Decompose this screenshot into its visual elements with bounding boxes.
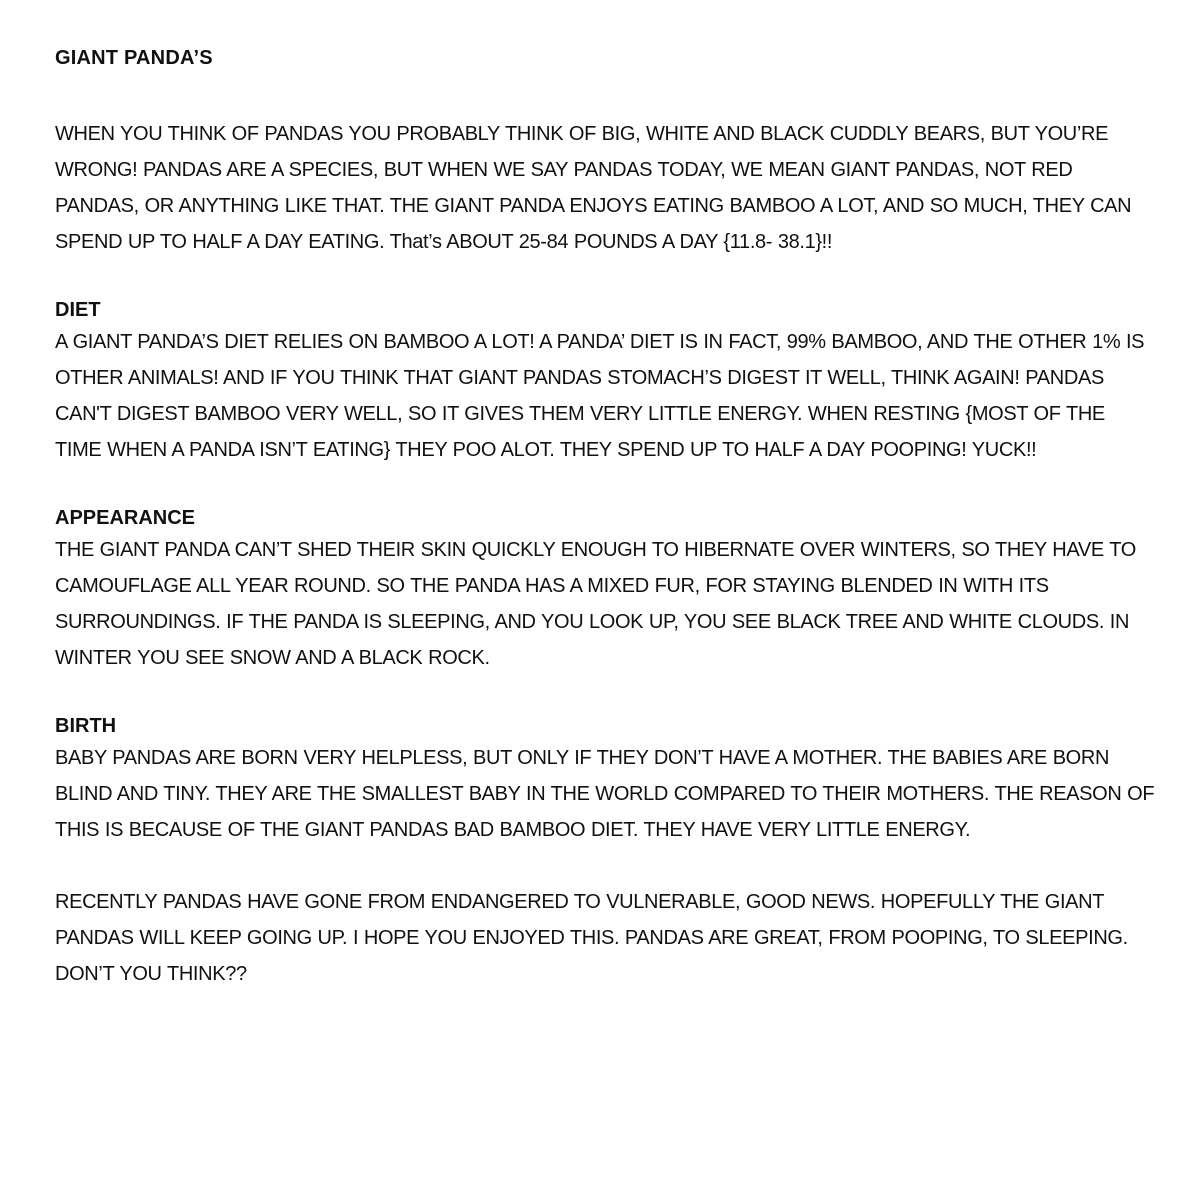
spacer: [55, 72, 1155, 116]
section-birth: [55, 712, 1155, 848]
spacer: [55, 468, 1155, 504]
section-body-birth: BABY PANDAS ARE BORN VERY HELPLESS, BUT ONLY IF THEY DON’T HAVE A MOTHER. THE BABIES ARE BORN BLIND AND TINY. THEY ARE THE SMALLEST BABY IN THE WORLD COMPARED TO THEIR MOTHERS. THE REASON OF THIS IS BECAUSE OF THE GIANT PANDAS BAD BAMBOO DIET. THEY HAVE VERY LITTLE ENERGY.: [55, 747, 1155, 841]
section-heading-birth: BIRTH: [55, 715, 117, 737]
section-heading-appearance: APPEARANCE: [55, 507, 196, 529]
spacer: [55, 848, 1155, 884]
conclusion-paragraph: RECENTLY PANDAS HAVE GONE FROM ENDANGERED TO VULNERABLE, GOOD NEWS. HOPEFULLY THE GIANT PANDAS WILL KEEP GOING UP. I HOPE YOU ENJOYED THIS. PANDAS ARE GREAT, FROM POOPING, TO SLEEPING. DON’T YOU THINK??: [55, 891, 1128, 985]
spacer: [55, 260, 1155, 296]
spacer: [55, 676, 1155, 712]
document-title: GIANT PANDA’S: [55, 47, 213, 69]
section-appearance: [55, 504, 1155, 676]
intro-paragraph: WHEN YOU THINK OF PANDAS YOU PROBABLY THINK OF BIG, WHITE AND BLACK CUDDLY BEARS, BUT YOU’RE WRONG! PANDAS ARE A SPECIES, BUT WHEN WE SAY PANDAS TODAY, WE MEAN GIANT PANDAS, NOT RED PANDAS, OR ANYTHING LIKE THAT. THE GIANT PANDA ENJOYS EATING BAMBOO A LOT, AND SO MUCH, THEY CAN SPEND UP TO HALF A DAY EATING. That’s ABOUT 25-84 POUNDS A DAY {11.8- 38.1}!!: [55, 123, 1132, 253]
section-body-appearance: THE GIANT PANDA CAN’T SHED THEIR SKIN QUICKLY ENOUGH TO HIBERNATE OVER WINTERS, SO THEY HAVE TO CAMOUFLAGE ALL YEAR ROUND. SO THE PANDA HAS A MIXED FUR, FOR STAYING BLENDED IN WITH ITS SURROUNDINGS. IF THE PANDA IS SLEEPING, AND YOU LOOK UP, YOU SEE BLACK TREE AND WHITE CLOUDS. IN WINTER YOU SEE SNOW AND A BLACK ROCK.: [55, 539, 1136, 669]
section-heading-diet: DIET: [55, 299, 101, 321]
document-page: [55, 44, 1155, 992]
section-diet: [55, 296, 1155, 468]
section-body-diet: A GIANT PANDA’S DIET RELIES ON BAMBOO A LOT! A PANDA’ DIET IS IN FACT, 99% BAMBOO, AND THE OTHER 1% IS OTHER ANIMALS! AND IF YOU THINK THAT GIANT PANDAS STOMACH’S DIGEST IT WELL, THINK AGAIN! PANDAS CAN'T DIGEST BAMBOO VERY WELL, SO IT GIVES THEM VERY LITTLE ENERGY. WHEN RESTING {MOST OF THE TIME WHEN A PANDA ISN’T EATING} THEY POO ALOT. THEY SPEND UP TO HALF A DAY POOPING! YUCK!!: [55, 331, 1145, 461]
